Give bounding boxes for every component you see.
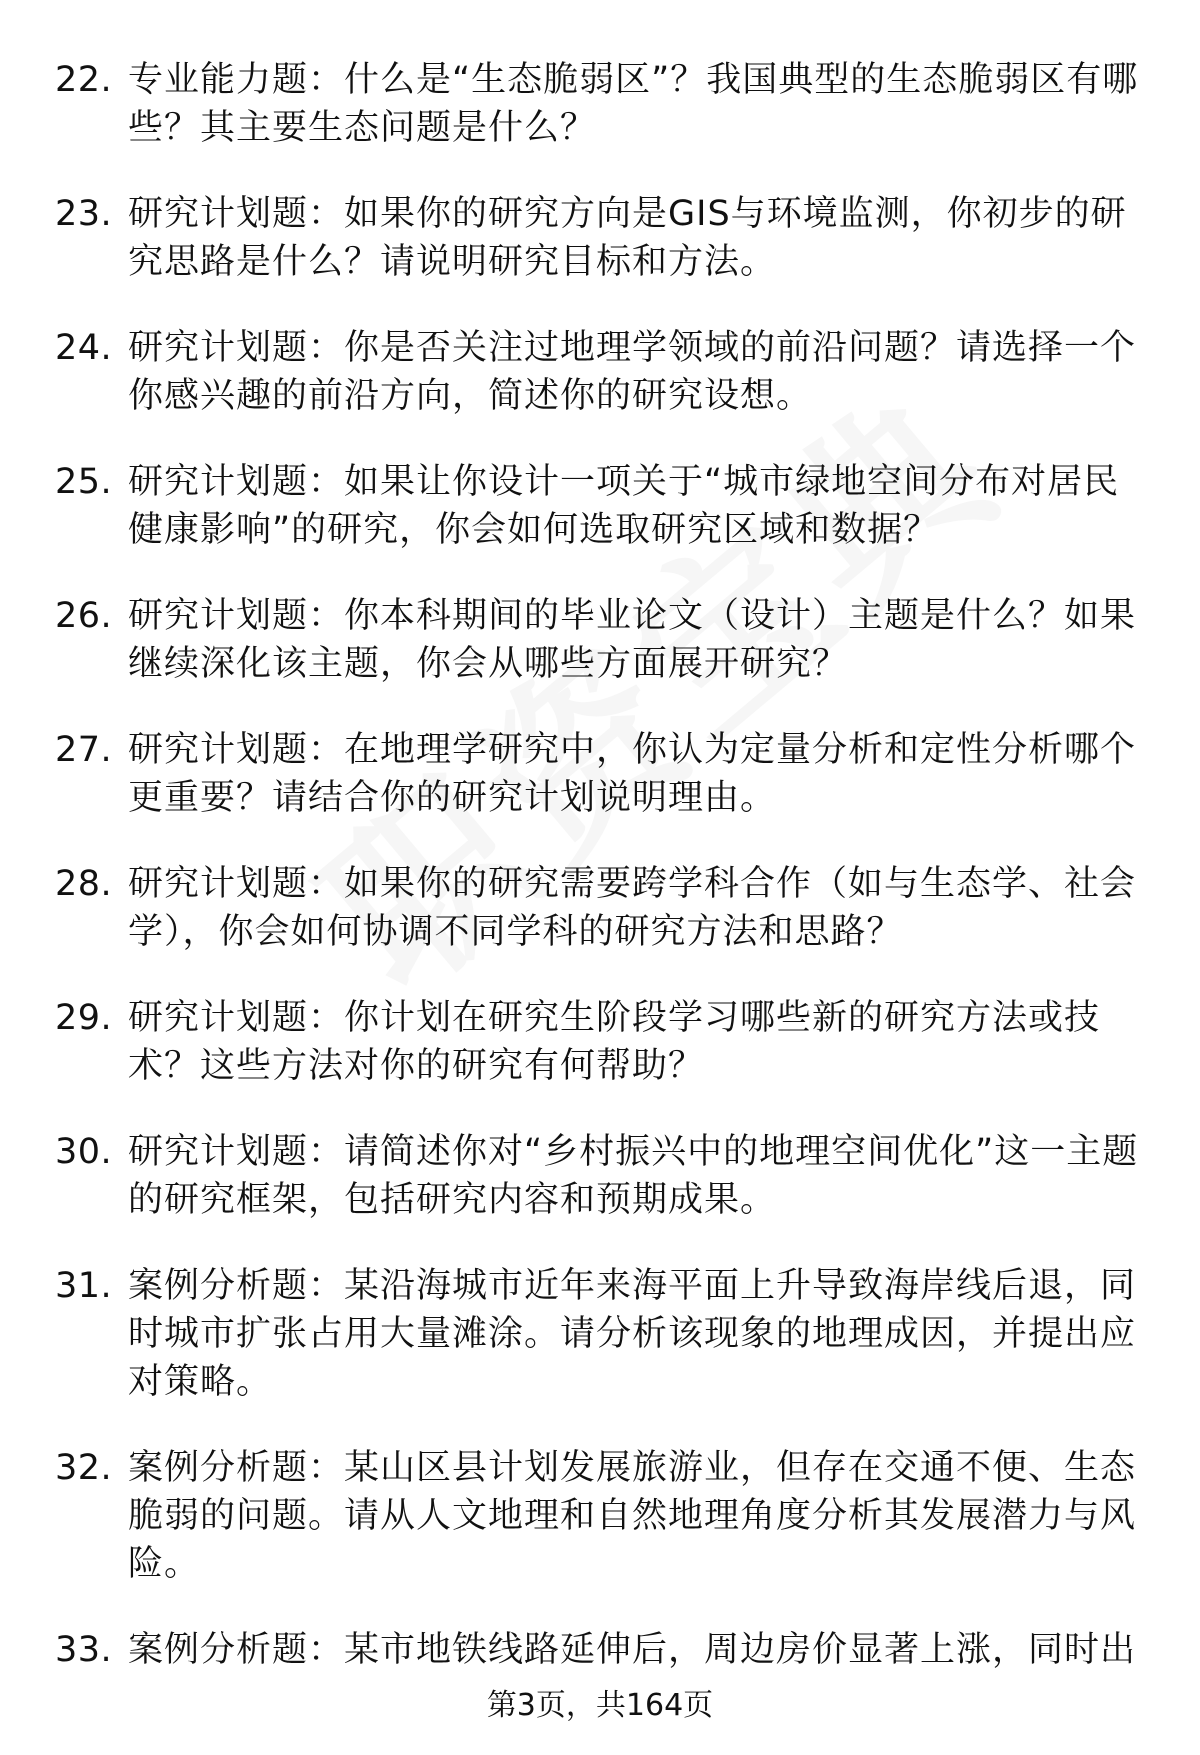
question-item-23 [0, 190, 1200, 286]
question-item-29 [0, 994, 1200, 1090]
question-text: 案例分析题：某市地铁线路延伸后，周边房价显著上涨，同时出 [128, 1630, 1137, 1670]
question-text: 案例分析题：某沿海城市近年来海平面上升导致海岸线后退，同时城市扩张占用大量滩涂。请分析该现象的地理成因，并提出应对策略。 [128, 1266, 1137, 1402]
question-item-24 [0, 324, 1200, 420]
question-item-33 [0, 1626, 1200, 1674]
question-number: 23. [55, 194, 113, 234]
question-item-22 [0, 56, 1200, 152]
question-number: 30. [55, 1132, 113, 1172]
question-item-32 [0, 1444, 1200, 1588]
question-text: 研究计划题：你计划在研究生阶段学习哪些新的研究方法或技术？这些方法对你的研究有何帮助？ [128, 998, 1101, 1086]
question-item-27 [0, 726, 1200, 822]
question-item-26 [0, 592, 1200, 688]
question-item-28 [0, 860, 1200, 956]
question-number: 32. [55, 1448, 113, 1488]
question-text: 研究计划题：请简述你对“乡村振兴中的地理空间优化”这一主题的研究框架，包括研究内容和预期成果。 [128, 1132, 1139, 1220]
question-list [0, 56, 1200, 1712]
question-text: 研究计划题：你本科期间的毕业论文（设计）主题是什么？如果继续深化该主题，你会从哪些方面展开研究？ [128, 596, 1137, 684]
question-number: 22. [55, 60, 113, 100]
question-text: 研究计划题：如果让你设计一项关于“城市绿地空间分布对居民健康影响”的研究，你会如何选取研究区域和数据？ [128, 462, 1120, 550]
question-item-25 [0, 458, 1200, 554]
question-number: 25. [55, 462, 113, 502]
question-number: 27. [55, 730, 113, 770]
question-text: 案例分析题：某山区县计划发展旅游业，但存在交通不便、生态脆弱的问题。请从人文地理和自然地理角度分析其发展潜力与风险。 [128, 1448, 1137, 1584]
question-number: 33. [55, 1630, 113, 1670]
question-number: 28. [55, 864, 113, 904]
question-item-31 [0, 1262, 1200, 1406]
question-number: 24. [55, 328, 113, 368]
question-text: 研究计划题：如果你的研究方向是GIS与环境监测，你初步的研究思路是什么？请说明研究目标和方法。 [128, 194, 1127, 282]
question-text: 研究计划题：你是否关注过地理学领域的前沿问题？请选择一个你感兴趣的前沿方向，简述你的研究设想。 [128, 328, 1137, 416]
question-item-30 [0, 1128, 1200, 1224]
question-number: 26. [55, 596, 113, 636]
question-number: 31. [55, 1266, 113, 1306]
question-text: 研究计划题：在地理学研究中，你认为定量分析和定性分析哪个更重要？请结合你的研究计划说明理由。 [128, 730, 1137, 818]
question-text: 专业能力题：什么是“生态脆弱区”？我国典型的生态脆弱区有哪些？其主要生态问题是什么？ [128, 60, 1139, 148]
question-text: 研究计划题：如果你的研究需要跨学科合作（如与生态学、社会学），你会如何协调不同学科的研究方法和思路？ [128, 864, 1137, 952]
page-footer [0, 1686, 1200, 1726]
page-number-label: 第3页，共164页 [486, 1688, 714, 1723]
question-number: 29. [55, 998, 113, 1038]
